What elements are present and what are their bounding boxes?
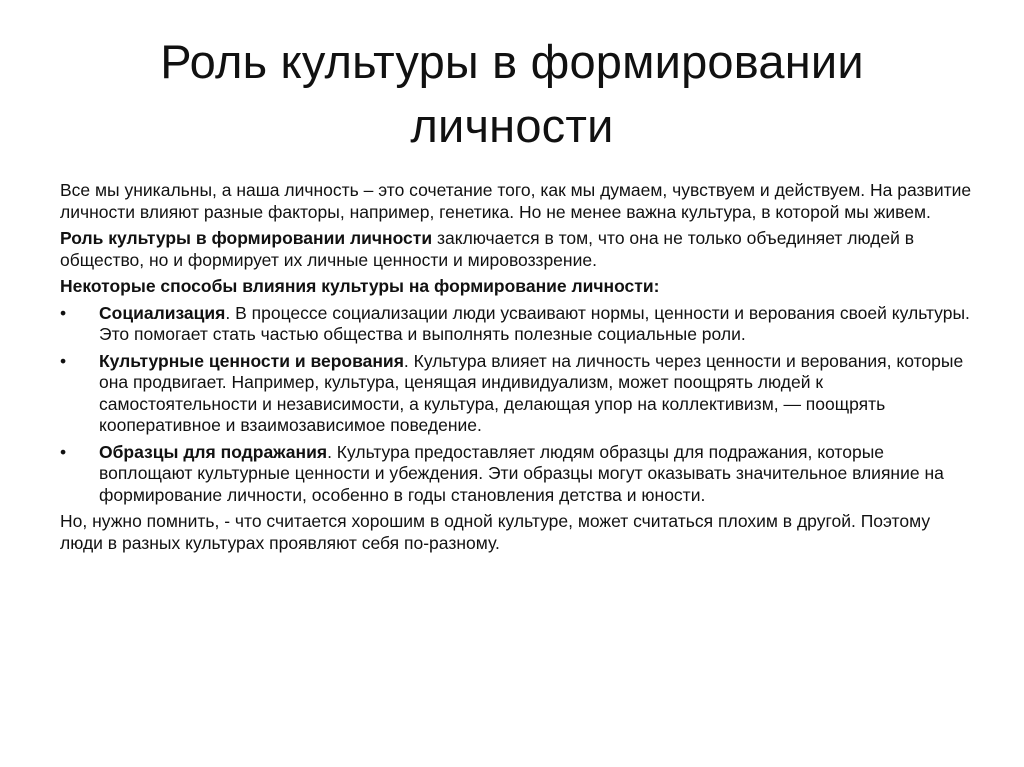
slide-title (40, 30, 984, 158)
bullet-marker: • (60, 302, 67, 323)
influence-list (60, 303, 975, 507)
list-item-bold: Социализация (99, 302, 226, 323)
slide-title-line-2: личности (410, 99, 614, 152)
list-item-text: . В процессе социализации люди усваивают нормы, ценности и верования своей культуры. Это помогает стать частью общества и выполнять полезные социальные роли. (99, 302, 970, 344)
ways-heading-text: Некоторые способы влияния культуры на формирование личности: (60, 276, 660, 296)
list-item-socialization (60, 303, 975, 346)
role-paragraph-text: заключается в том, что она не только объединяет людей в общество, но и формирует их личные ценности и мировоззрение. (60, 228, 915, 270)
conclusion-paragraph: Но, нужно помнить, - что считается хорошим в одной культуре, может считаться плохим в другой. Поэтому люди в разных культурах проявляют себя по-разному. (60, 511, 931, 553)
list-item-text: . Культура предоставляет людям образцы для подражания, которые воплощают культурные ценности и убеждения. Эти образцы могут оказывать значительное влияние на формирование личности, особенно в годы становления детства и юности. (99, 441, 944, 505)
list-item-bold: Культурные ценности и верования (99, 350, 404, 371)
list-item-bold: Образцы для подражания (99, 441, 328, 462)
ways-heading (60, 276, 975, 298)
slide-title-line-1: Роль культуры в формировании (160, 35, 864, 88)
role-paragraph (60, 228, 975, 271)
slide-body (60, 180, 975, 559)
intro-paragraph: Все мы уникальны, а наша личность – это сочетание того, как мы думаем, чувствуем и действуем. На развитие личности влияют разные факторы, например, генетика. Но не менее важна культура, в которой мы живем. (60, 180, 972, 222)
role-paragraph-bold: Роль культуры в формировании личности (60, 228, 433, 248)
bullet-marker: • (60, 350, 67, 371)
list-item-values-beliefs (60, 351, 975, 437)
list-item-text: . Культура влияет на личность через ценности и верования, которые она продвигает. Например, культура, ценящая индивидуализм, может поощрять людей к самостоятельности и независимости, а культура, делающая упор на коллективизм, — поощрять кооперативное и взаимозависимое поведение. (99, 350, 964, 435)
list-item-role-models (60, 442, 975, 507)
bullet-marker: • (60, 441, 67, 462)
